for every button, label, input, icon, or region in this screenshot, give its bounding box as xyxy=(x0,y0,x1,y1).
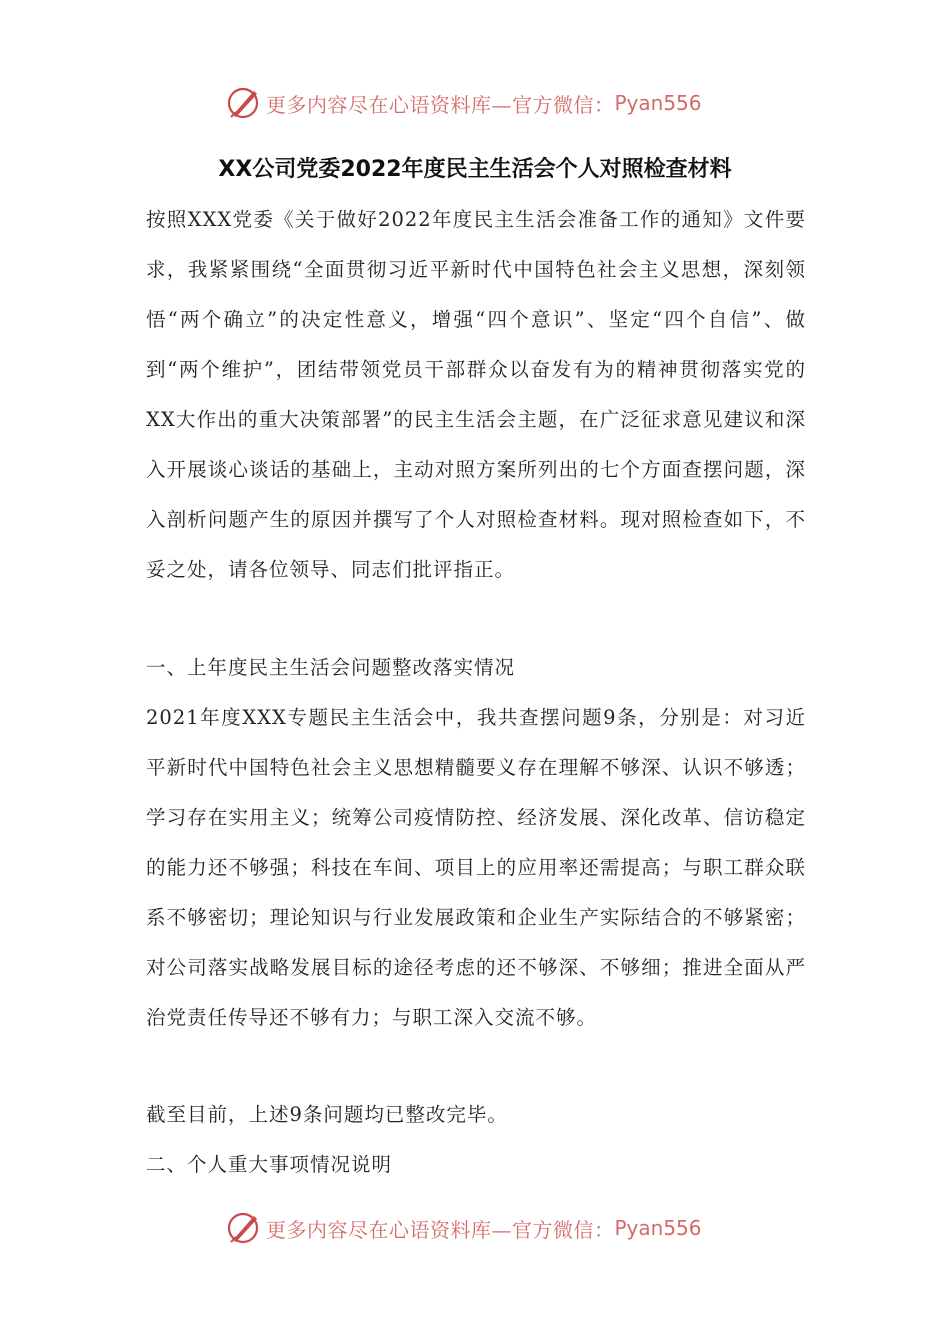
section-heading-1: 一、上年度民主生活会问题整改落实情况 xyxy=(146,656,516,679)
watermark-text: 更多内容尽在心语资料库—官方微信： xyxy=(266,92,615,117)
intro-paragraph: 按照XXX党委《关于做好2022年度民主生活会准备工作的通知》文件要求，我紧紧围绕“全面贯彻习近平新时代中国特色社会主义思想，深刻领悟“两个确立”的决定性意义，增强“四个意识”、坚定“四个自信”、做到“两个维护”，团结带领党员干部群众以奋发有为的精神贯彻落实党的XX大作出的重大决策部署”的民主生活会主题，在广泛征求意见建议和深入开展谈心谈话的基础上，主动对照方案所列出的七个方面查摆问题，深入剖析问题产生的原因并撰写了个人对照检查材料。现对照检查如下，不妥之处，请各位领导、同志们批评指正。 xyxy=(146,208,806,581)
section-heading-2: 二、个人重大事项情况说明 xyxy=(146,1153,393,1176)
watermark-header xyxy=(226,83,702,123)
watermark-footer xyxy=(226,1208,702,1248)
watermark-wechat-id: Pyan556 xyxy=(614,91,702,115)
document-title: XX公司党委2022年度民主生活会个人对照检查材料 xyxy=(218,157,732,182)
section-1-paragraph: 2021年度XXX专题民主生活会中，我共查摆问题9条，分别是：对习近平新时代中国特色社会主义思想精髓要义存在理解不够深、认识不够透；学习存在实用主义；统筹公司疫情防控、经济发展、深化改革、信访稳定的能力还不够强；科技在车间、项目上的应用率还需提高；与职工群众联系不够密切；理论知识与行业发展政策和企业生产实际结合的不够紧密；对公司落实战略发展目标的途径考虑的还不够深、不够细；推进全面从严治党责任传导还不够有力；与职工深入交流不够。 xyxy=(146,706,806,1029)
quill-pen-logo-icon xyxy=(226,85,262,121)
watermark-text: 更多内容尽在心语资料库—官方微信： xyxy=(266,1217,615,1242)
quill-pen-logo-icon xyxy=(226,1210,262,1246)
watermark-wechat-id: Pyan556 xyxy=(614,1216,702,1240)
section-1-conclusion: 截至目前，上述9条问题均已整改完毕。 xyxy=(146,1103,508,1126)
